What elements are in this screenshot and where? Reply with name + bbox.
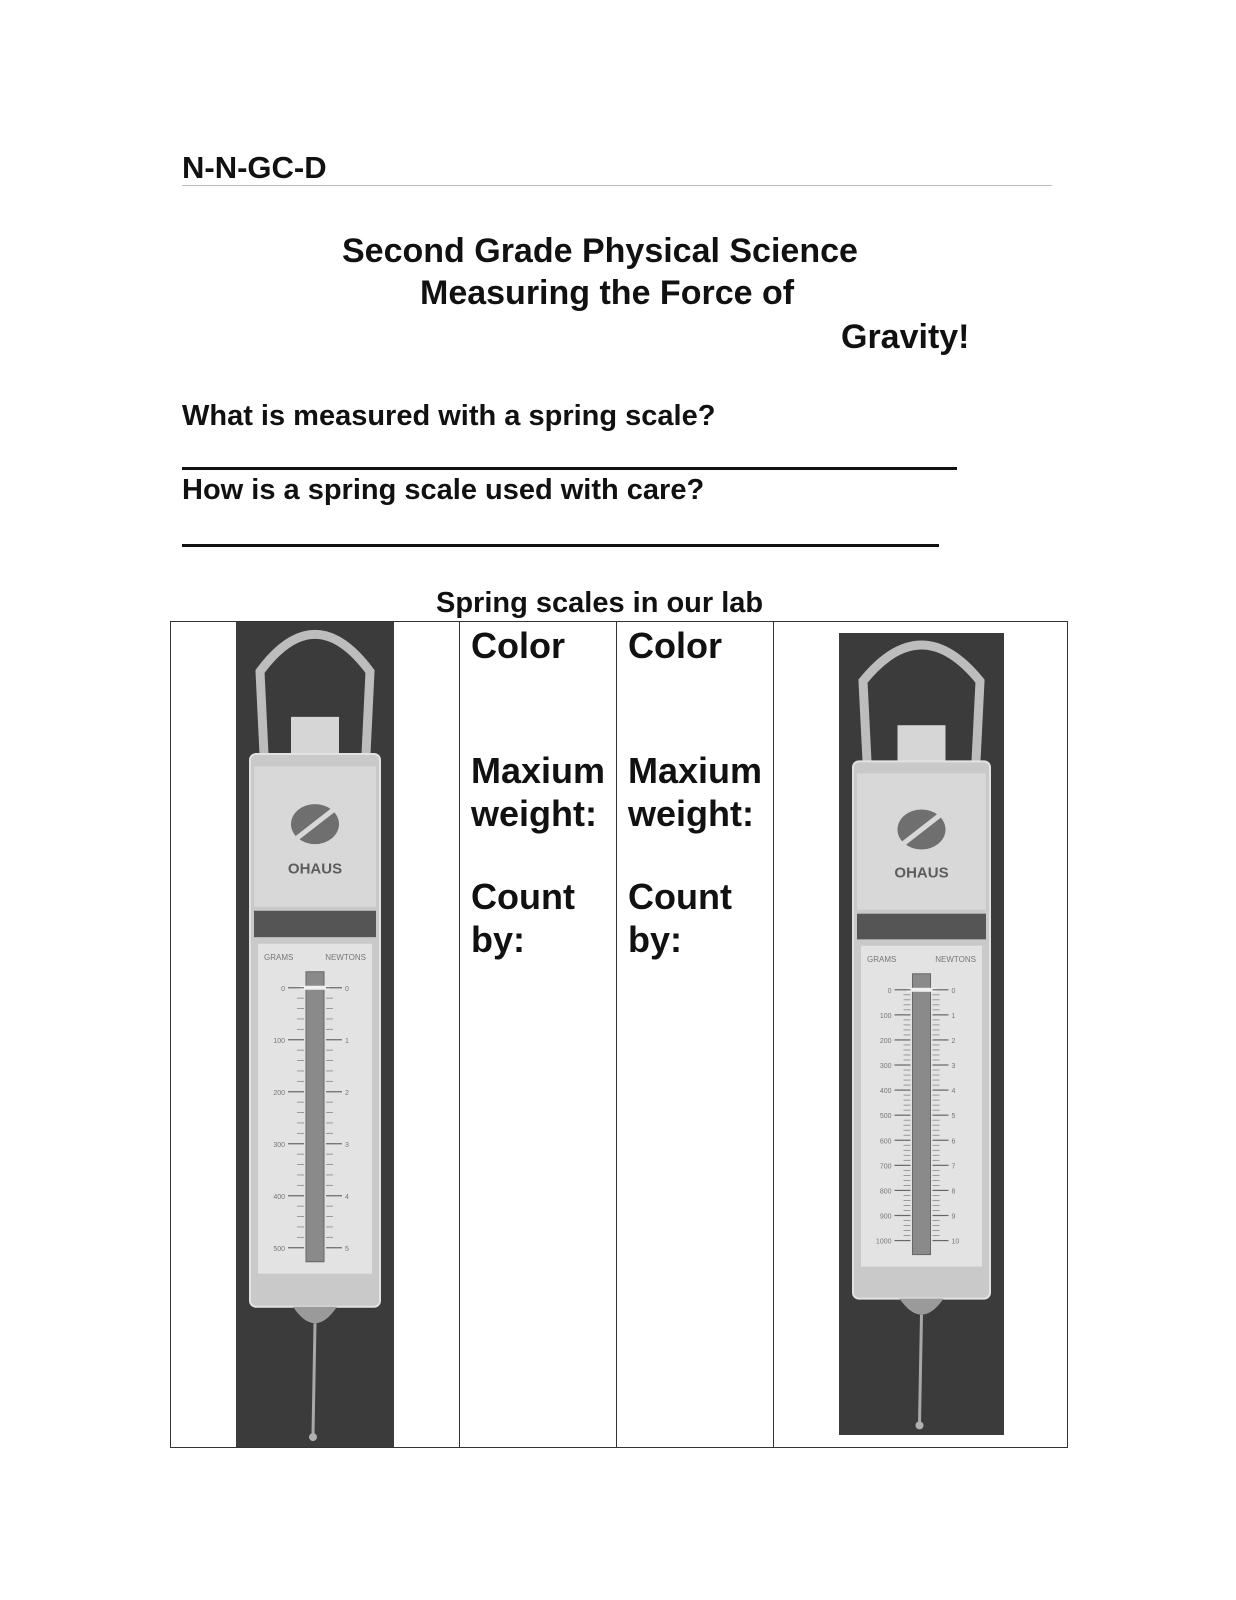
tick-label-grams: 300 [879,1063,892,1071]
tick-label-newtons: 8 [951,1188,956,1196]
worksheet-code: N-N-GC-D [182,150,327,185]
tick-label-grams: 800 [879,1188,892,1196]
tick-label-grams: 500 [879,1113,892,1121]
tick-label-newtons: 0 [345,985,349,993]
tick-label-newtons: 0 [951,987,956,995]
table-divider [459,622,460,1447]
tick-label-grams: 900 [879,1213,892,1221]
tick-label-newtons: 2 [951,1037,956,1045]
title-line-3: Gravity! [841,318,970,356]
table-divider [616,622,617,1447]
tick-label-grams: 200 [273,1089,285,1097]
title-line-1: Second Grade Physical Science [342,232,858,270]
spring-scale-illustration [839,633,1004,1435]
unit-label-newtons: NEWTONS [325,952,366,962]
tick-label-grams: 200 [879,1037,892,1045]
table-cell-scale-2[interactable] [628,624,762,961]
tick-label-newtons: 1 [951,1012,956,1020]
count-by-label: Count [471,876,575,917]
tick-label-grams: 400 [879,1088,892,1096]
count-by-label-2: by: [628,919,682,960]
spring-scale-illustration [236,622,394,1447]
answer-blank-1[interactable] [182,467,957,470]
tick-label-newtons: 4 [345,1193,349,1201]
indicator-pointer [300,986,330,990]
tick-label-newtons: 10 [951,1238,960,1246]
title-line-2: Measuring the Force of [420,274,795,312]
top-tab [291,717,339,758]
max-weight-label-2: weight: [628,793,754,834]
tick-label-grams: 700 [879,1163,892,1171]
spring-tube [306,972,324,1262]
indicator-pointer [907,988,937,992]
unit-label-grams: GRAMS [264,952,294,962]
brand-name: OHAUS [894,864,949,882]
tick-label-newtons: 9 [951,1213,956,1221]
table-cell-scale-1[interactable] [471,624,605,961]
tick-label-grams: 0 [281,985,285,993]
tick-label-grams: 0 [887,987,892,995]
max-weight-label: Maxium [628,750,763,791]
header-divider [182,185,1052,186]
tick-label-grams: 600 [879,1138,892,1146]
color-label: Color [628,625,722,666]
tick-label-grams: 300 [273,1141,285,1149]
max-weight-label: Maxium [471,750,606,791]
tick-label-newtons: 4 [951,1088,956,1096]
question-2: How is a spring scale used with care? [182,474,705,506]
tick-label-newtons: 2 [345,1089,349,1097]
tick-label-newtons: 1 [345,1037,349,1045]
hook-rod [313,1323,315,1434]
tick-label-newtons: 3 [345,1141,349,1149]
spring-scale-photo-500g [236,622,394,1447]
unit-label-grams: GRAMS [867,954,897,964]
max-weight-label-2: weight: [471,793,597,834]
spring-tube [913,974,931,1255]
answer-blank-2[interactable] [182,544,939,547]
unit-label-newtons: NEWTONS [935,954,976,964]
tick-label-grams: 400 [273,1193,285,1201]
tick-label-grams: 500 [273,1245,285,1253]
tick-label-grams: 100 [879,1012,892,1020]
color-label: Color [471,625,565,666]
hook-tip [916,1421,924,1429]
hook-rod [920,1315,922,1423]
tick-label-newtons: 5 [951,1113,956,1121]
question-1: What is measured with a spring scale? [182,400,716,432]
tick-label-newtons: 6 [951,1138,956,1146]
spring-scales-table [170,621,1068,1448]
count-by-label-2: by: [471,919,525,960]
instruction-band [857,914,986,940]
tick-label-newtons: 7 [951,1163,956,1171]
tick-label-newtons: 3 [951,1063,956,1071]
tick-label-newtons: 5 [345,1245,349,1253]
hook-tip [309,1433,317,1441]
tick-label-grams: 1000 [875,1238,892,1246]
table-caption: Spring scales in our lab [436,587,764,619]
count-by-label: Count [628,876,732,917]
instruction-band [254,911,376,937]
tick-label-grams: 100 [273,1037,285,1045]
brand-name: OHAUS [287,860,343,878]
top-tab [898,725,946,765]
spring-scale-photo-1000g [839,633,1004,1435]
table-divider [773,622,774,1447]
